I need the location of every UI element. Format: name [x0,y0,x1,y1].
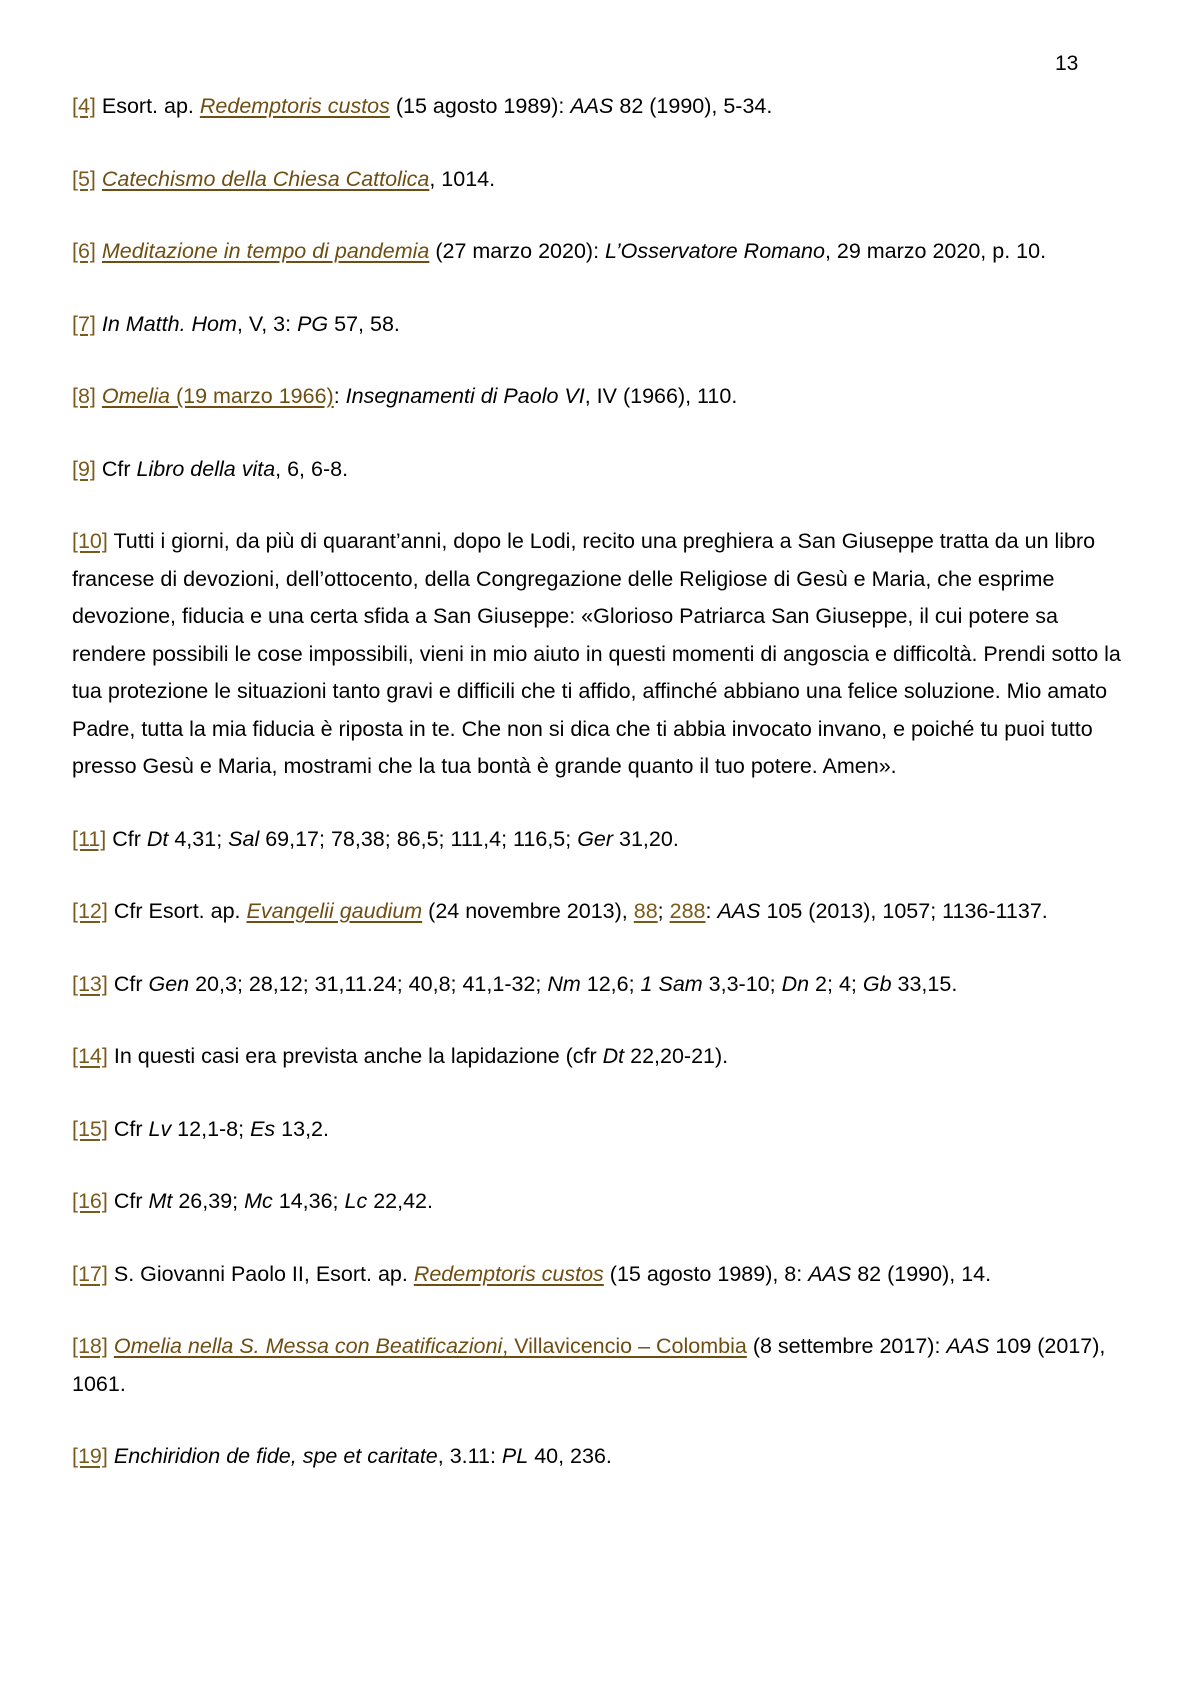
source-title: Enchiridion de fide, spe et caritate [113,1444,438,1468]
footnote-text: 2; 4; [809,971,863,996]
link-paragraph-88[interactable]: 88 [633,899,658,923]
footnote-text: 82 (1990), 14. [851,1261,992,1286]
link-paragraph-288[interactable]: 288 [669,899,706,923]
footnote-text: , 3.11: [437,1444,502,1468]
footnote-text: 13,2. [275,1116,329,1141]
link-evangelii-gaudium[interactable] [246,899,422,923]
footnote-text: 14,36; [272,1189,345,1213]
footnote-ref-9[interactable]: [9] [72,456,96,481]
book-abbrev: Es [250,1116,276,1141]
footnote-text: 22,42. [367,1189,433,1213]
footnote-17 [72,1256,1132,1294]
book-abbrev: 1 Sam [640,971,703,996]
source-title: L’Osservatore Romano [605,239,825,263]
book-abbrev: Mt [148,1189,173,1213]
footnote-text: 105 (2013), 1057; 1136-1137. [760,899,1048,923]
footnote-text: ; [657,899,670,923]
footnote-ref-12[interactable]: [12] [72,899,108,923]
footnote-ref-11[interactable]: [11] [72,826,107,851]
footnote-13 [72,966,1132,1004]
footnote-text: , V, 3: [236,311,298,336]
link-text: Omelia [101,384,170,408]
link-text: Evangelii gaudium [246,899,423,923]
link-redemptoris-custos[interactable] [200,94,390,118]
link-catechismo[interactable] [102,167,429,191]
footnote-6 [72,233,1132,271]
footnote-text: : [705,899,718,923]
source-title: In Matth. Hom [101,311,237,336]
footnote-ref-16[interactable]: [16] [72,1189,108,1213]
footnote-text: Tutti i giorni, da più di quarant’anni, dopo le Lodi, recito una preghiera a San Giuseppe tratta da un libro francese di devozioni, dell’ottocento, della Congregazione delle Religiose di Gesù e Maria, che esprime devozione, fiducia e una certa sfida a San Giuseppe: «Glorioso Patriarca San Giuseppe, il cui potere sa rendere possibili le cose impossibili, vieni in mio aiuto in questi momenti di angoscia e difficoltà. Prendi sotto la tua protezione le situazioni tanto gravi e difficili che ti affido, affinché abbiano una felice soluzione. Mio amato Padre, tutta la mia fiducia è riposta in te. Che non si dica che ti abbia invocato invano, e poiché tu puoi tutto presso Gesù e Maria, mostrami che la tua bontà è grande quanto il tuo potere. Amen». [72,529,1121,778]
footnote-ref-18[interactable]: [18] [72,1334,108,1358]
link-omelia-1966[interactable] [102,384,334,408]
link-text: (19 marzo 1966) [170,384,334,408]
footnote-18 [72,1328,1132,1403]
abbrev-aas: AAS [570,94,614,118]
book-abbrev: Dn [781,971,810,996]
footnote-7 [72,306,1132,344]
link-text: Redemptoris custos [413,1261,604,1286]
footnote-text: 40, 236. [528,1444,612,1468]
footnote-8 [72,378,1132,416]
abbrev-aas: AAS [946,1334,990,1358]
link-redemptoris-custos[interactable] [414,1262,604,1286]
source-title: Insegnamenti di Paolo VI [345,384,585,408]
book-abbrev: Dt [146,826,169,851]
footnote-text: 57, 58. [328,311,400,336]
footnote-text: 12,6; [580,971,641,996]
book-abbrev: Lv [148,1116,172,1141]
footnote-9 [72,451,1132,489]
abbrev-pg: PG [297,311,329,336]
footnote-text: (24 novembre 2013), [422,899,634,923]
book-abbrev: Gen [148,971,190,996]
link-meditazione[interactable] [102,239,429,263]
footnote-text: In questi casi era prevista anche la lapidazione (cfr [107,1044,603,1068]
footnote-text: Cfr [95,456,137,481]
footnote-text: Cfr Esort. ap. [107,899,247,923]
footnote-text: 69,17; 78,38; 86,5; 111,4; 116,5; [259,826,578,851]
footnote-text: : [333,384,346,408]
book-abbrev: Lc [344,1189,368,1213]
footnote-ref-10[interactable]: [10] [72,529,108,553]
footnote-text: 31,20. [613,826,679,851]
link-text: Meditazione in tempo di pandemia [101,239,430,263]
footnote-text: (27 marzo 2020): [429,239,606,263]
footnote-ref-4[interactable]: [4] [72,94,96,118]
footnote-ref-6[interactable]: [6] [72,239,96,263]
book-abbrev: Mc [244,1189,273,1213]
footnote-text: , IV (1966), 110. [584,384,738,408]
abbrev-aas: AAS [717,899,761,923]
source-title: Libro della vita [136,456,276,481]
book-abbrev: Sal [228,826,260,851]
link-text: Redemptoris custos [199,94,390,118]
footnote-text: 4,31; [168,826,229,851]
footnote-ref-5[interactable]: [5] [72,166,96,191]
footnote-ref-8[interactable]: [8] [72,384,96,408]
footnote-text: Cfr [107,971,149,996]
footnote-ref-14[interactable]: [14] [72,1044,108,1068]
footnote-text: S. Giovanni Paolo II, Esort. ap. [107,1261,414,1286]
footnote-text: 20,3; 28,12; 31,11.24; 40,8; 41,1-32; [189,971,548,996]
footnote-ref-13[interactable]: [13] [72,971,108,996]
footnote-15 [72,1111,1132,1149]
footnote-text: 12,1-8; [171,1116,251,1141]
link-omelia-beatificazioni[interactable] [114,1334,747,1358]
footnote-5 [72,161,1132,199]
footnote-text: 33,15. [891,971,958,996]
link-text: Catechismo della Chiesa Cattolica [101,166,430,191]
footnote-4 [72,88,1132,126]
footnote-ref-15[interactable]: [15] [72,1116,108,1141]
footnote-text: Cfr [106,826,147,851]
footnote-10 [72,523,1132,786]
footnote-text: (15 agosto 1989): [389,94,571,118]
footnote-text: (15 agosto 1989), 8: [603,1261,809,1286]
footnote-text: , 1014. [429,166,496,191]
footnote-text: , 6, 6-8. [275,456,349,481]
footnote-16 [72,1183,1132,1221]
footnote-text: Cfr [107,1189,149,1213]
book-abbrev: Nm [547,971,581,996]
page-number: 13 [1055,52,1079,75]
footnote-ref-17[interactable]: [17] [72,1261,108,1286]
link-text: Omelia nella S. Messa con Beatificazioni [113,1334,503,1358]
footnote-text: 26,39; [172,1189,245,1213]
footnote-text: Esort. ap. [95,94,200,118]
footnote-11 [72,821,1132,859]
footnote-text: Cfr [107,1116,149,1141]
footnote-ref-7[interactable]: [7] [72,311,96,336]
footnote-text: , 29 marzo 2020, p. 10. [824,239,1047,263]
footnote-text: (8 settembre 2017): [746,1334,947,1358]
abbrev-pl: PL [501,1444,529,1468]
footnote-14 [72,1038,1132,1076]
footnote-text: 3,3-10; [702,971,782,996]
footnotes-list [72,88,1132,1511]
footnote-19 [72,1438,1132,1476]
footnote-text: 22,20-21). [624,1044,729,1068]
abbrev-aas: AAS [808,1261,852,1286]
book-abbrev: Ger [577,826,614,851]
book-abbrev: Dt [602,1044,625,1068]
footnote-text: 109 (2017), 1061. [72,1334,1106,1396]
footnote-text: 82 (1990), 5-34. [613,94,773,118]
book-abbrev: Gb [862,971,892,996]
footnote-12 [72,893,1132,931]
footnote-ref-19[interactable]: [19] [72,1444,108,1468]
link-text: , Villavicencio – Colombia [502,1334,747,1358]
